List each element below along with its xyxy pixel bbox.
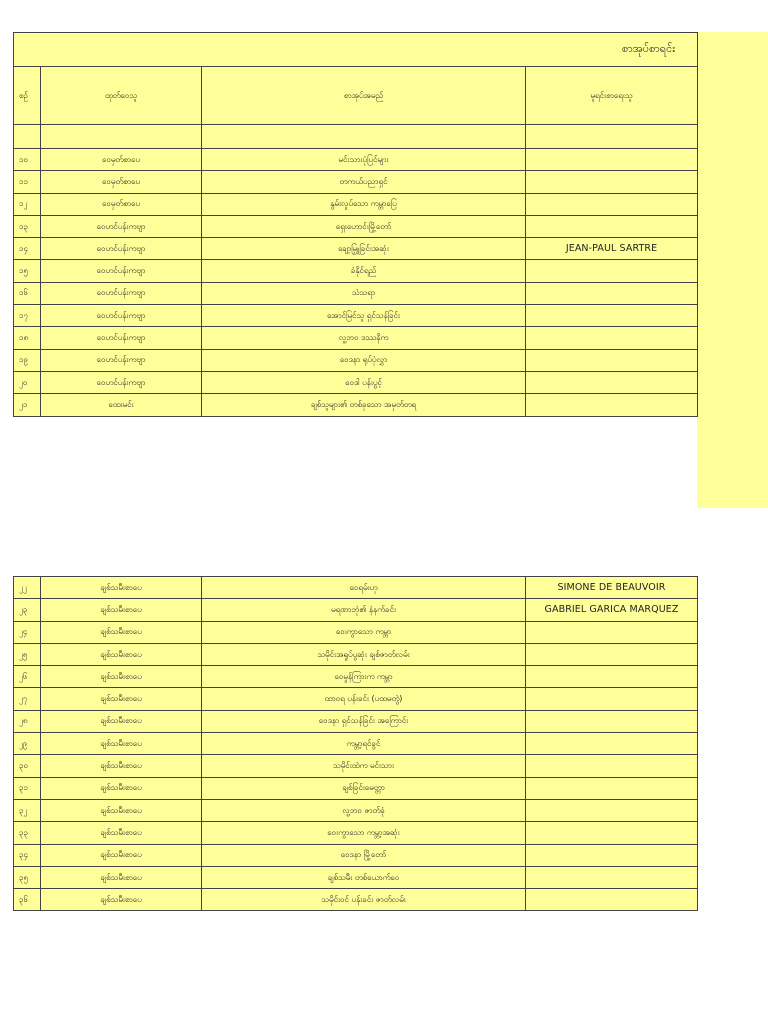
- original-author-cell: [526, 643, 698, 665]
- original-author-cell: [526, 349, 698, 371]
- book-title-cell: ဝေဒနာ မြို့တော်: [202, 844, 526, 866]
- table-row: [14, 215, 698, 237]
- row-number: ၃၀: [14, 755, 41, 777]
- publisher-cell: ဝေမှတ်စာပေ: [41, 149, 202, 171]
- book-title-cell: ဝေမှုန်ကြားက ကမ္ဘာ: [202, 666, 526, 688]
- original-author-cell: [526, 305, 698, 327]
- book-title-cell: ဝေဒနာ ရှင်သန်ခြင်း အကြောင်း: [202, 710, 526, 732]
- publisher-cell: ထေးမင်း: [41, 394, 202, 416]
- book-title-cell: မင်းသားပုံပြင်များ: [202, 149, 526, 171]
- book-title-cell: သမိုင်းဝင် ပန်းခင်း ဇာတ်လမ်း: [202, 889, 526, 911]
- row-number: ၂၆: [14, 666, 41, 688]
- table-row: [14, 171, 698, 193]
- book-title-cell: နွမ်းလှုပ်သော ကမ္ဘာပြေ: [202, 193, 526, 215]
- publisher-cell: ဝေမှတ်စာပေ: [41, 171, 202, 193]
- table-cell: [202, 125, 526, 149]
- header-title: စာအုပ်အမည်: [202, 67, 526, 125]
- publisher-cell: ချစ်သမီးစာပေ: [41, 577, 202, 599]
- publisher-cell: ဝေဟင်ပန်းကဗျာ: [41, 215, 202, 237]
- row-number: ၁၀: [14, 149, 41, 171]
- empty-row: [14, 125, 698, 149]
- table-row: [14, 889, 698, 911]
- publisher-cell: ဝေမှတ်စာပေ: [41, 193, 202, 215]
- original-author-cell: [526, 282, 698, 304]
- row-number: ၁၂: [14, 193, 41, 215]
- row-number: ၂၁: [14, 394, 41, 416]
- publisher-cell: ချစ်သမီးစာပေ: [41, 799, 202, 821]
- book-title-cell: ချစ်သမီး တစ်ယောက်ဝေ: [202, 866, 526, 888]
- row-number: ၂၇: [14, 688, 41, 710]
- row-number: ၁၅: [14, 260, 41, 282]
- table-row: [14, 193, 698, 215]
- publisher-cell: ချစ်သမီးစာပေ: [41, 710, 202, 732]
- book-title-cell: ချော့မြှူခြင်းအဆုံး: [202, 238, 526, 260]
- table-cell: [14, 125, 41, 149]
- table-1-body: [14, 149, 698, 417]
- table-row: [14, 305, 698, 327]
- table-row: [14, 349, 698, 371]
- table-row: [14, 260, 698, 282]
- sheet-title: စာအုပ်စာရင်း: [14, 33, 698, 67]
- book-list-table-2: [13, 576, 698, 911]
- row-number: ၃၁: [14, 777, 41, 799]
- publisher-cell: ချစ်သမီးစာပေ: [41, 866, 202, 888]
- table-row: [14, 688, 698, 710]
- header-original-author: မူရင်းစာရေးသူ: [526, 67, 698, 125]
- row-number: ၁၇: [14, 305, 41, 327]
- book-title-cell: ကမ္ဘာ့ရင်ခွင်: [202, 733, 526, 755]
- row-number: ၁၃: [14, 215, 41, 237]
- original-author-cell: [526, 171, 698, 193]
- publisher-cell: ဝေဟင်ပန်းကဗျာ: [41, 305, 202, 327]
- publisher-cell: ချစ်သမီးစာပေ: [41, 688, 202, 710]
- book-title-cell: သမိုင်းထဲက မင်းသား: [202, 755, 526, 777]
- table-row: [14, 149, 698, 171]
- book-title-cell: ရှေးဟောင်းမြို့တော်: [202, 215, 526, 237]
- row-number: ၁၆: [14, 282, 41, 304]
- table-row: [14, 599, 698, 621]
- table-row: [14, 822, 698, 844]
- publisher-cell: ချစ်သမီးစာပေ: [41, 643, 202, 665]
- publisher-cell: ချစ်သမီးစာပေ: [41, 844, 202, 866]
- original-author-cell: [526, 866, 698, 888]
- table-cell: [41, 125, 202, 149]
- original-author-cell: [526, 215, 698, 237]
- row-number: ၃၃: [14, 822, 41, 844]
- book-title-cell: အောင်မြင်သူ ရှင်သန်ခြင်း: [202, 305, 526, 327]
- book-title-cell: ဝေဒနာ ရုပ်ပုံလွှာ: [202, 349, 526, 371]
- original-author-cell: [526, 394, 698, 416]
- original-author-cell: [526, 193, 698, 215]
- book-title-cell: ခံနိုင်ရည်: [202, 260, 526, 282]
- original-author-cell: [526, 621, 698, 643]
- table-row: [14, 238, 698, 260]
- publisher-cell: ဝေဟင်ပန်းကဗျာ: [41, 327, 202, 349]
- book-title-cell: သမိုင်းအရှုပ်ပွဆုံး ချစ်ဇာတ်လမ်း: [202, 643, 526, 665]
- table-cell: [526, 125, 698, 149]
- original-author-cell: [526, 844, 698, 866]
- row-number: ၂၉: [14, 733, 41, 755]
- table-row: [14, 371, 698, 393]
- table-row: [14, 755, 698, 777]
- book-title-cell: လူ့ဘဝ ဇာတ်ခုံ: [202, 799, 526, 821]
- original-author-cell: [526, 889, 698, 911]
- row-number: ၂၀: [14, 371, 41, 393]
- table-row: [14, 394, 698, 416]
- publisher-cell: ချစ်သမီးစာပေ: [41, 889, 202, 911]
- original-author-cell: [526, 260, 698, 282]
- row-number: ၂၄: [14, 621, 41, 643]
- original-author-cell: [526, 755, 698, 777]
- original-author-cell: GABRIEL GARICA MARQUEZ: [526, 599, 698, 621]
- table-row: [14, 577, 698, 599]
- table-row: [14, 621, 698, 643]
- header-publisher: ထုတ်ဝေသူ: [41, 67, 202, 125]
- publisher-cell: ချစ်သမီးစာပေ: [41, 599, 202, 621]
- original-author-cell: [526, 733, 698, 755]
- original-author-cell: [526, 822, 698, 844]
- publisher-cell: ချစ်သမီးစာပေ: [41, 733, 202, 755]
- book-title-cell: တကယ်ပညာရှင်: [202, 171, 526, 193]
- row-number: ၁၁: [14, 171, 41, 193]
- table-row: [14, 866, 698, 888]
- book-title-cell: ဝေဒါ ပန်းပွင့်: [202, 371, 526, 393]
- publisher-cell: ချစ်သမီးစာပေ: [41, 755, 202, 777]
- book-title-cell: ဝေးကွာသော ကမ္ဘာ: [202, 621, 526, 643]
- row-number: ၂၂: [14, 577, 41, 599]
- header-row: [14, 67, 698, 125]
- table-row: [14, 777, 698, 799]
- original-author-cell: SIMONE DE BEAUVOIR: [526, 577, 698, 599]
- original-author-cell: JEAN-PAUL SARTRE: [526, 238, 698, 260]
- original-author-cell: [526, 666, 698, 688]
- book-title-cell: ချစ်ခြင်းမေတ္တာ: [202, 777, 526, 799]
- row-number: ၁၈: [14, 327, 41, 349]
- table-row: [14, 799, 698, 821]
- original-author-cell: [526, 371, 698, 393]
- table-row: [14, 643, 698, 665]
- table-row: [14, 733, 698, 755]
- book-title-cell: ထာဝရ ပန်းခင်း (ပထမတွဲ): [202, 688, 526, 710]
- row-number: ၂၈: [14, 710, 41, 732]
- publisher-cell: ချစ်သမီးစာပေ: [41, 621, 202, 643]
- title-row: [14, 33, 698, 67]
- sheet-background-strip: [697, 32, 768, 508]
- publisher-cell: ချစ်သမီးစာပေ: [41, 822, 202, 844]
- book-title-cell: ချစ်သူများ၏ တစ်ခုသော အမှတ်တရ: [202, 394, 526, 416]
- publisher-cell: ဝေဟင်ပန်းကဗျာ: [41, 238, 202, 260]
- book-title-cell: သံသရာ: [202, 282, 526, 304]
- table-row: [14, 710, 698, 732]
- publisher-cell: ဝေဟင်ပန်းကဗျာ: [41, 282, 202, 304]
- row-number: ၁၄: [14, 238, 41, 260]
- table-row: [14, 282, 698, 304]
- publisher-cell: ဝေဟင်ပန်းကဗျာ: [41, 260, 202, 282]
- book-title-cell: လူ့ဘဝ ဒဿနိက: [202, 327, 526, 349]
- row-number: ၂၃: [14, 599, 41, 621]
- original-author-cell: [526, 327, 698, 349]
- original-author-cell: [526, 149, 698, 171]
- book-title-cell: မရဏာဘုံ၏ နံနက်ခင်း: [202, 599, 526, 621]
- row-number: ၃၆: [14, 889, 41, 911]
- original-author-cell: [526, 799, 698, 821]
- table-row: [14, 844, 698, 866]
- table-row: [14, 327, 698, 349]
- publisher-cell: ဝေဟင်ပန်းကဗျာ: [41, 349, 202, 371]
- table-2-body: [14, 577, 698, 911]
- original-author-cell: [526, 688, 698, 710]
- publisher-cell: ဝေဟင်ပန်းကဗျာ: [41, 371, 202, 393]
- row-number: ၃၅: [14, 866, 41, 888]
- book-title-cell: ဝေရမ်းဟု: [202, 577, 526, 599]
- row-number: ၂၅: [14, 643, 41, 665]
- book-title-cell: ဝေးကွာသော ကမ္ဘာ့အဆုံး: [202, 822, 526, 844]
- publisher-cell: ချစ်သမီးစာပေ: [41, 777, 202, 799]
- publisher-cell: ချစ်သမီးစာပေ: [41, 666, 202, 688]
- book-list-table-1: [13, 32, 698, 417]
- header-number: စဉ်: [14, 67, 41, 125]
- row-number: ၁၉: [14, 349, 41, 371]
- row-number: ၃၄: [14, 844, 41, 866]
- original-author-cell: [526, 777, 698, 799]
- table-row: [14, 666, 698, 688]
- original-author-cell: [526, 710, 698, 732]
- row-number: ၃၂: [14, 799, 41, 821]
